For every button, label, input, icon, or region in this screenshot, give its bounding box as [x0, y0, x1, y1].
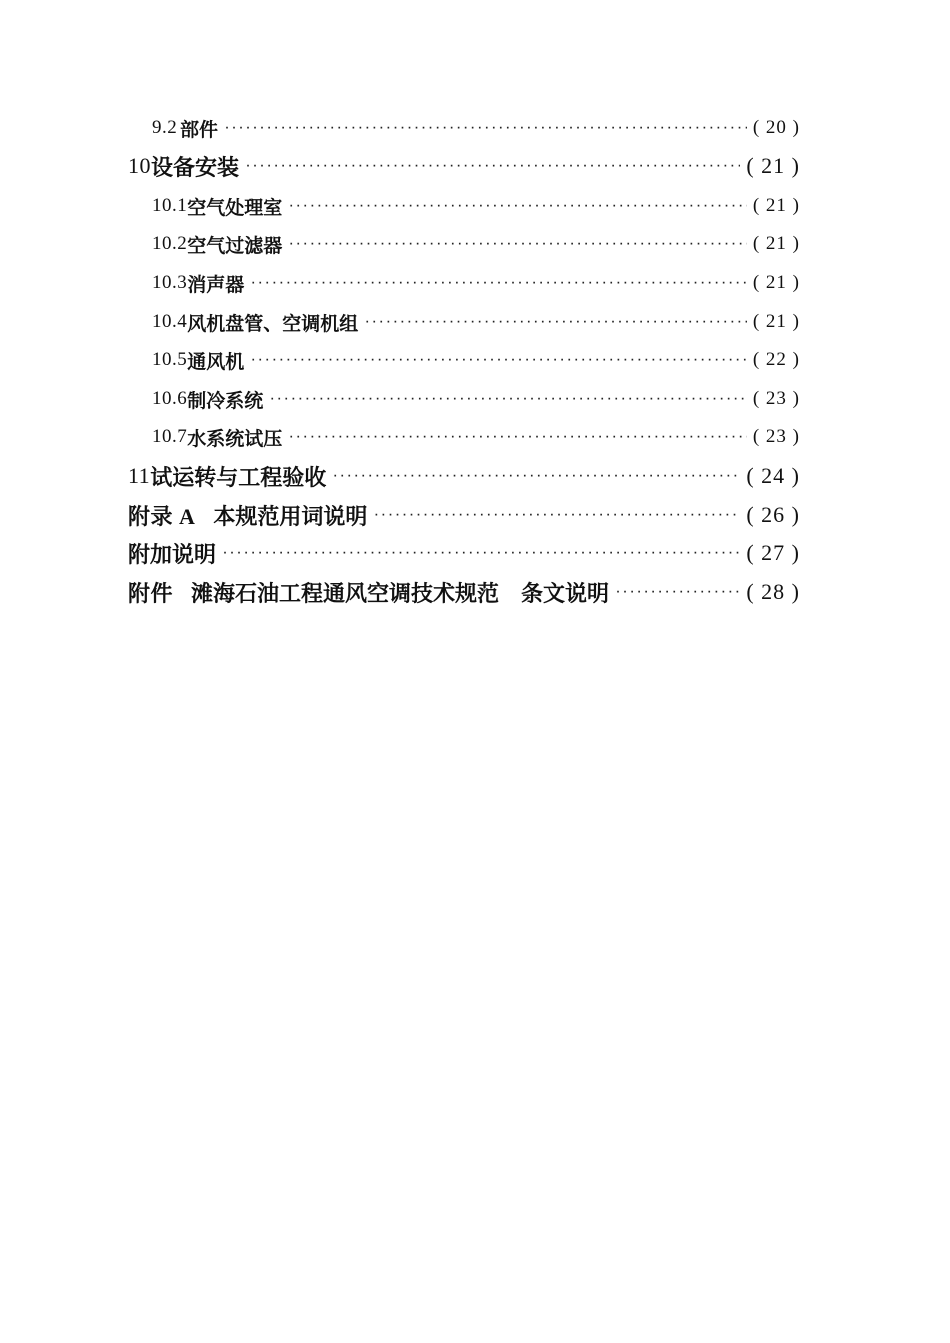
toc-entry-page: ( 26 ) [746, 502, 800, 527]
toc-entry-page: ( 28 ) [746, 579, 800, 604]
dot-leader [288, 421, 747, 453]
toc-entry-attachment[interactable] [128, 576, 800, 608]
dot-leader [250, 344, 747, 376]
toc-entry-number: 10.4 [152, 311, 188, 332]
toc-entry-11[interactable] [128, 460, 800, 492]
toc-entry-10-4[interactable] [152, 306, 800, 338]
toc-entry-title: 水系统试压 [187, 427, 283, 450]
toc-entry-page: ( 21 ) [746, 153, 800, 178]
toc-entry-page: ( 20 ) [752, 117, 800, 138]
toc-entry-title: 滩海石油工程通风空调技术规范 条文说明 [191, 580, 610, 607]
toc-entry-appendix-a[interactable] [128, 499, 800, 531]
toc-entry-number: 10.6 [152, 388, 188, 409]
toc-entry-10-5[interactable] [152, 344, 800, 376]
toc-entry-page: ( 24 ) [746, 463, 800, 488]
toc-entry-title: 消声器 [187, 273, 245, 296]
dot-leader [364, 306, 747, 338]
toc-entry-page: ( 27 ) [746, 540, 800, 565]
toc-entry-9-2[interactable] [152, 112, 800, 144]
toc-entry-number: 10.7 [152, 426, 188, 447]
toc-entry-title: 空气过滤器 [187, 234, 283, 257]
toc-entry-page: ( 23 ) [752, 388, 800, 409]
toc-entry-title: 本规范用词说明 [213, 503, 368, 530]
toc-entry-title: 风机盘管、空调机组 [187, 312, 359, 335]
toc-entry-10-1[interactable] [152, 190, 800, 222]
toc-entry-10-6[interactable] [152, 383, 800, 415]
toc-entry-number: 附录 A [128, 503, 196, 529]
dot-leader [288, 190, 747, 222]
toc-entry-title: 空气处理室 [187, 196, 283, 219]
toc-entry-page: ( 21 ) [752, 272, 800, 293]
toc-entry-title: 制冷系统 [187, 389, 264, 412]
toc-entry-title: 通风机 [187, 350, 245, 373]
toc-entry-title: 部件 [179, 118, 218, 141]
toc-entry-page: ( 22 ) [752, 349, 800, 370]
toc-entry-title: 试运转与工程验收 [150, 464, 327, 491]
toc-entry-number: 附件 [128, 580, 174, 606]
toc-entry-10-3[interactable] [152, 267, 800, 299]
dot-leader [288, 228, 747, 260]
toc-entry-title: 附加说明 [128, 541, 217, 568]
dot-leader [245, 150, 740, 182]
toc-entry-10-2[interactable] [152, 228, 800, 260]
dot-leader [250, 267, 747, 299]
toc-entry-number: 10.3 [152, 272, 188, 293]
toc-entry-number: 10.1 [152, 195, 188, 216]
dot-leader [224, 112, 747, 144]
toc-entry-number: 10.5 [152, 349, 188, 370]
toc-entry-page: ( 21 ) [752, 311, 800, 332]
toc-entry-page: ( 21 ) [752, 195, 800, 216]
dot-leader [269, 383, 747, 415]
toc-entry-page: ( 21 ) [752, 233, 800, 254]
toc-entry-number: 10 [128, 153, 151, 178]
toc-entry-number: 11 [128, 463, 151, 488]
toc-entry-10-7[interactable] [152, 421, 800, 453]
dot-leader [332, 460, 740, 492]
toc-entry-page: ( 23 ) [752, 426, 800, 447]
toc-entry-title: 设备安装 [151, 154, 240, 181]
dot-leader [615, 576, 740, 608]
toc-entry-number: 10.2 [152, 233, 188, 254]
dot-leader [222, 537, 740, 569]
toc-entry-additional-notes[interactable] [128, 537, 800, 569]
dot-leader [373, 499, 740, 531]
toc-entry-number: 9.2 [152, 117, 178, 138]
toc-entry-10[interactable] [128, 150, 800, 182]
